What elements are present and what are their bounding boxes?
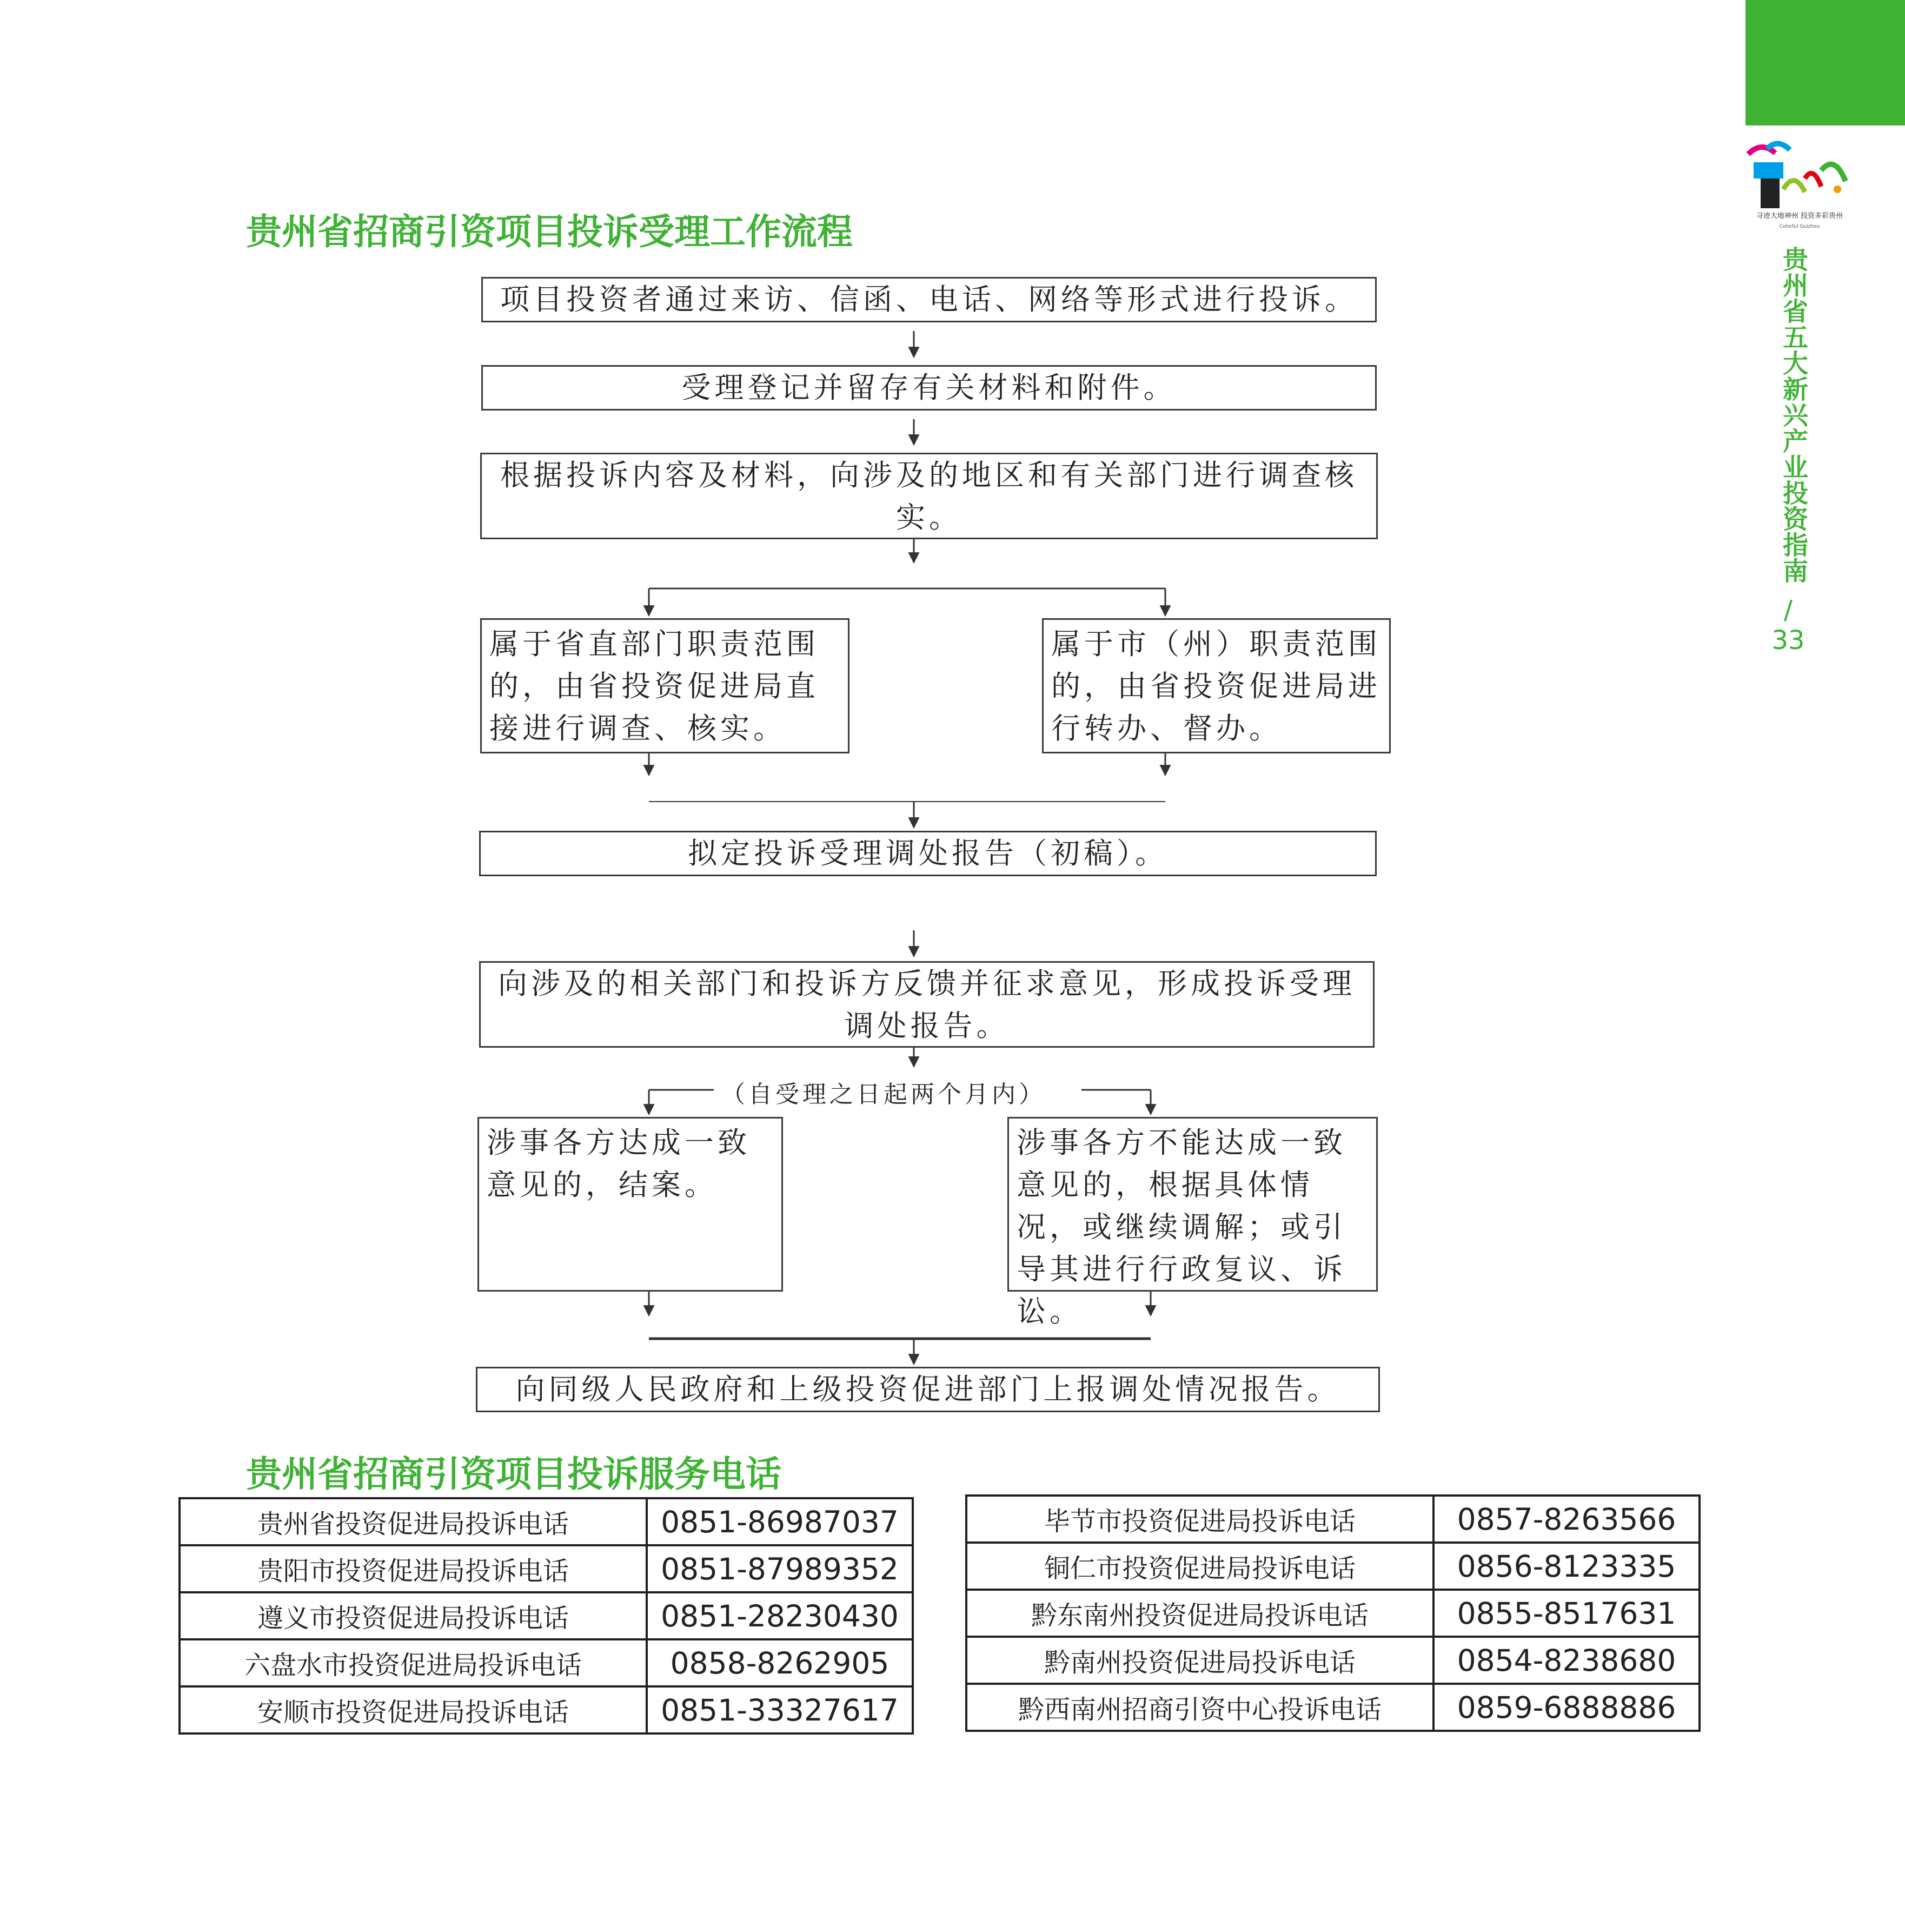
flow-step-draft-report: 拟定投诉受理调处报告（初稿）。 bbox=[479, 831, 1377, 876]
flow-step-feedback: 向涉及的相关部门和投诉方反馈并征求意见，形成投诉受理调处报告。 bbox=[479, 961, 1375, 1048]
phone-number: 0857-8263566 bbox=[1433, 1496, 1700, 1543]
phone-number: 0859-6888886 bbox=[1433, 1684, 1700, 1731]
table-row bbox=[966, 1590, 1700, 1637]
table-row bbox=[966, 1684, 1700, 1731]
page-number: / 33 bbox=[1771, 595, 1805, 656]
flow-branch-provincial: 属于省直部门职责范围的，由省投资促进局直接进行调查、核实。 bbox=[480, 618, 849, 753]
flow-branch-not-agreed: 涉事各方不能达成一致意见的，根据具体情况，或继续调解；或引导其进行行政复议、诉讼。 bbox=[1007, 1117, 1378, 1292]
dept-name: 安顺市投资促进局投诉电话 bbox=[180, 1686, 647, 1733]
logo-slogan: 寻迹大地神州 投资多彩贵州 bbox=[1756, 212, 1843, 220]
dept-name: 黔西南州招商引资中心投诉电话 bbox=[966, 1684, 1433, 1731]
phones-table-right bbox=[965, 1494, 1701, 1732]
dept-name: 贵州省投资促进局投诉电话 bbox=[180, 1498, 647, 1545]
flow-step-complaint: 项目投资者通过来访、信函、电话、网络等形式进行投诉。 bbox=[481, 277, 1377, 322]
phone-number: 0855-8517631 bbox=[1433, 1590, 1700, 1637]
phone-number: 0858-8262905 bbox=[647, 1639, 913, 1686]
phone-number: 0851-87989352 bbox=[647, 1545, 913, 1592]
flow-step-register: 受理登记并留存有关材料和附件。 bbox=[481, 365, 1377, 411]
flow-step-investigate: 根据投诉内容及材料，向涉及的地区和有关部门进行调查核实。 bbox=[480, 453, 1378, 539]
phone-number: 0851-28230430 bbox=[647, 1592, 913, 1639]
phone-number: 0854-8238680 bbox=[1433, 1637, 1700, 1684]
table-row bbox=[966, 1637, 1700, 1684]
phones-title: 贵州省招商引资项目投诉服务电话 bbox=[246, 1453, 781, 1495]
phone-number: 0851-33327617 bbox=[647, 1686, 913, 1733]
dept-name: 贵阳市投资促进局投诉电话 bbox=[180, 1545, 647, 1592]
flow-branch-agreed: 涉事各方达成一致意见的，结案。 bbox=[477, 1117, 783, 1292]
dept-name: 黔东南州投资促进局投诉电话 bbox=[966, 1590, 1433, 1637]
dept-name: 六盘水市投资促进局投诉电话 bbox=[180, 1639, 647, 1686]
dept-name: 黔南州投资促进局投诉电话 bbox=[966, 1637, 1433, 1684]
table-row bbox=[966, 1543, 1700, 1590]
table-row bbox=[180, 1498, 913, 1545]
table-row bbox=[180, 1592, 913, 1639]
phones-table-left bbox=[178, 1497, 914, 1735]
flow-title: 贵州省招商引资项目投诉受理工作流程 bbox=[246, 211, 853, 253]
time-limit-note: （自受理之日起两个月内） bbox=[718, 1075, 1049, 1109]
table-row bbox=[180, 1639, 913, 1686]
phone-number: 0856-8123335 bbox=[1433, 1543, 1700, 1590]
flow-step-report-upward: 向同级人民政府和上级投资促进部门上报调处情况报告。 bbox=[476, 1367, 1380, 1412]
dept-name: 毕节市投资促进局投诉电话 bbox=[966, 1496, 1433, 1543]
dept-name: 铜仁市投资促进局投诉电话 bbox=[966, 1543, 1433, 1590]
table-row bbox=[966, 1496, 1700, 1543]
table-row bbox=[180, 1545, 913, 1592]
flow-branch-city: 属于市（州）职责范围的，由省投资促进局进行转办、督办。 bbox=[1042, 618, 1391, 753]
dept-name: 遵义市投资促进局投诉电话 bbox=[180, 1592, 647, 1639]
table-row bbox=[180, 1686, 913, 1733]
logo-tagline: Colorful Guizhou bbox=[1779, 224, 1820, 229]
phone-number: 0851-86987037 bbox=[647, 1498, 913, 1545]
side-guide-title: 贵州省五大新兴产业投资指南 bbox=[1778, 246, 1808, 584]
